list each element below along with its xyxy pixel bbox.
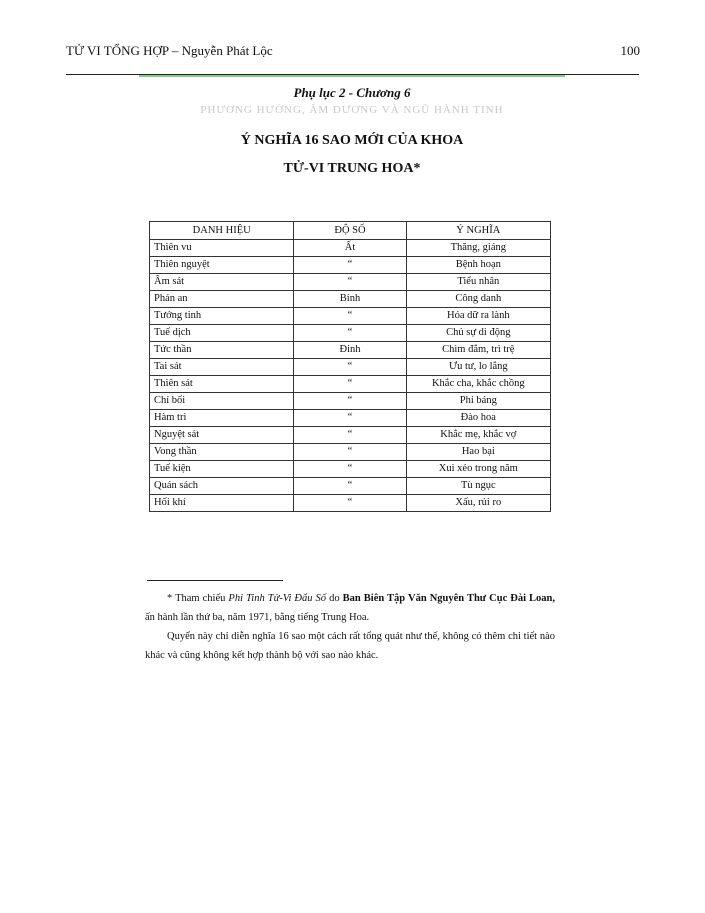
- star-name: Chỉ bối: [150, 393, 294, 410]
- stars-table: [149, 221, 551, 512]
- star-meaning: Tù ngục: [406, 478, 550, 495]
- table-header-row: [150, 222, 551, 240]
- running-title: TỬ VI TỔNG HỢP – Nguyễn Phát Lộc: [66, 43, 273, 58]
- footnote-lead: * Tham chiếu: [167, 593, 226, 604]
- star-meaning: Phỉ báng: [406, 393, 550, 410]
- star-degree: “: [294, 376, 406, 393]
- book-title: Phi Tinh Tử-Vi Đẩu Số: [228, 593, 327, 604]
- star-name: Thiên vu: [150, 240, 294, 257]
- star-meaning: Hóa dữ ra lành: [406, 308, 550, 325]
- appendix-label: Phụ lục 2 - Chương 6: [293, 85, 411, 100]
- table-row: [150, 240, 551, 257]
- star-name: Nguyệt sát: [150, 427, 294, 444]
- scanned-page: [139, 75, 565, 667]
- table-row: [150, 291, 551, 308]
- star-meaning: Bệnh hoạn: [406, 257, 550, 274]
- star-meaning: Xui xẻo trong năm: [406, 461, 550, 478]
- star-name: Tuế kiện: [150, 461, 294, 478]
- star-degree: “: [294, 325, 406, 342]
- star-meaning: Ưu tư, lo lắng: [406, 359, 550, 376]
- footnote-paragraph: [145, 589, 555, 627]
- star-name: Âm sát: [150, 274, 294, 291]
- star-name: Tức thần: [150, 342, 294, 359]
- table-row: [150, 308, 551, 325]
- star-name: Vong thần: [150, 444, 294, 461]
- star-meaning: Hao bại: [406, 444, 550, 461]
- table-row: [150, 427, 551, 444]
- star-degree: “: [294, 359, 406, 376]
- page-number: 100: [620, 43, 640, 58]
- star-degree: “: [294, 444, 406, 461]
- star-degree: “: [294, 427, 406, 444]
- star-name: Hối khí: [150, 495, 294, 512]
- star-degree: “: [294, 410, 406, 427]
- table-row: [150, 359, 551, 376]
- table-row: [150, 461, 551, 478]
- table-row: [150, 478, 551, 495]
- star-meaning: Thăng, giáng: [406, 240, 550, 257]
- star-meaning: Tiểu nhân: [406, 274, 550, 291]
- star-name: Thiên nguyệt: [150, 257, 294, 274]
- star-name: Tuế dịch: [150, 325, 294, 342]
- star-name: Hàm trì: [150, 410, 294, 427]
- publisher: Ban Biên Tập Văn Nguyên Thư Cục Đài Loan,: [342, 593, 556, 604]
- footnote-rule: [147, 580, 283, 581]
- star-name: Tướng tinh: [150, 308, 294, 325]
- star-degree: “: [294, 274, 406, 291]
- footnote-connector: do: [329, 593, 340, 604]
- footnote: [145, 589, 555, 665]
- star-degree: “: [294, 393, 406, 410]
- footnote-paragraph-2: Quyển này chỉ diễn nghĩa 16 sao một cách rất tổng quát như thế, không có thêm chi tiết nào khác và cũng không kết hợp thành bộ với sao nào khác.: [145, 631, 555, 661]
- star-degree: Ất: [294, 240, 406, 257]
- table-row: [150, 257, 551, 274]
- star-name: Thiên sát: [150, 376, 294, 393]
- table-row: [150, 444, 551, 461]
- star-degree: “: [294, 495, 406, 512]
- star-degree: “: [294, 461, 406, 478]
- star-meaning: Chìm đắm, trì trệ: [406, 342, 550, 359]
- star-degree: “: [294, 257, 406, 274]
- star-name: Quán sách: [150, 478, 294, 495]
- section-subtitle: TỬ-VI TRUNG HOA*: [283, 161, 421, 176]
- star-meaning: Xấu, rủi ro: [406, 495, 550, 512]
- star-meaning: Khắc mẹ, khắc vợ: [406, 427, 550, 444]
- star-name: Tai sát: [150, 359, 294, 376]
- star-name: Phản an: [150, 291, 294, 308]
- table-row: [150, 325, 551, 342]
- table-row: [150, 495, 551, 512]
- column-header: DANH HIỆU: [150, 222, 294, 240]
- bleed-through-text: PHƯƠNG HƯỚNG, ÂM DƯƠNG VÀ NGŨ HÀNH TINH: [200, 104, 504, 116]
- star-degree: “: [294, 308, 406, 325]
- star-meaning: Khắc cha, khắc chồng: [406, 376, 550, 393]
- table-row: [150, 393, 551, 410]
- footnote-tail: ấn hành lần thứ ba, năm 1971, bằng tiếng Trung Hoa.: [145, 612, 370, 623]
- section-title: Ý NGHĨA 16 SAO MỚI CỦA KHOA: [240, 133, 464, 148]
- star-degree: Bính: [294, 291, 406, 308]
- star-degree: Đinh: [294, 342, 406, 359]
- star-meaning: Công danh: [406, 291, 550, 308]
- star-degree: “: [294, 478, 406, 495]
- star-meaning: Đào hoa: [406, 410, 550, 427]
- column-header: ĐỘ SỐ: [294, 222, 406, 240]
- table-row: [150, 410, 551, 427]
- table-row: [150, 274, 551, 291]
- column-header: Ý NGHĨA: [406, 222, 550, 240]
- table-row: [150, 376, 551, 393]
- star-meaning: Chủ sự di động: [406, 325, 550, 342]
- table-row: [150, 342, 551, 359]
